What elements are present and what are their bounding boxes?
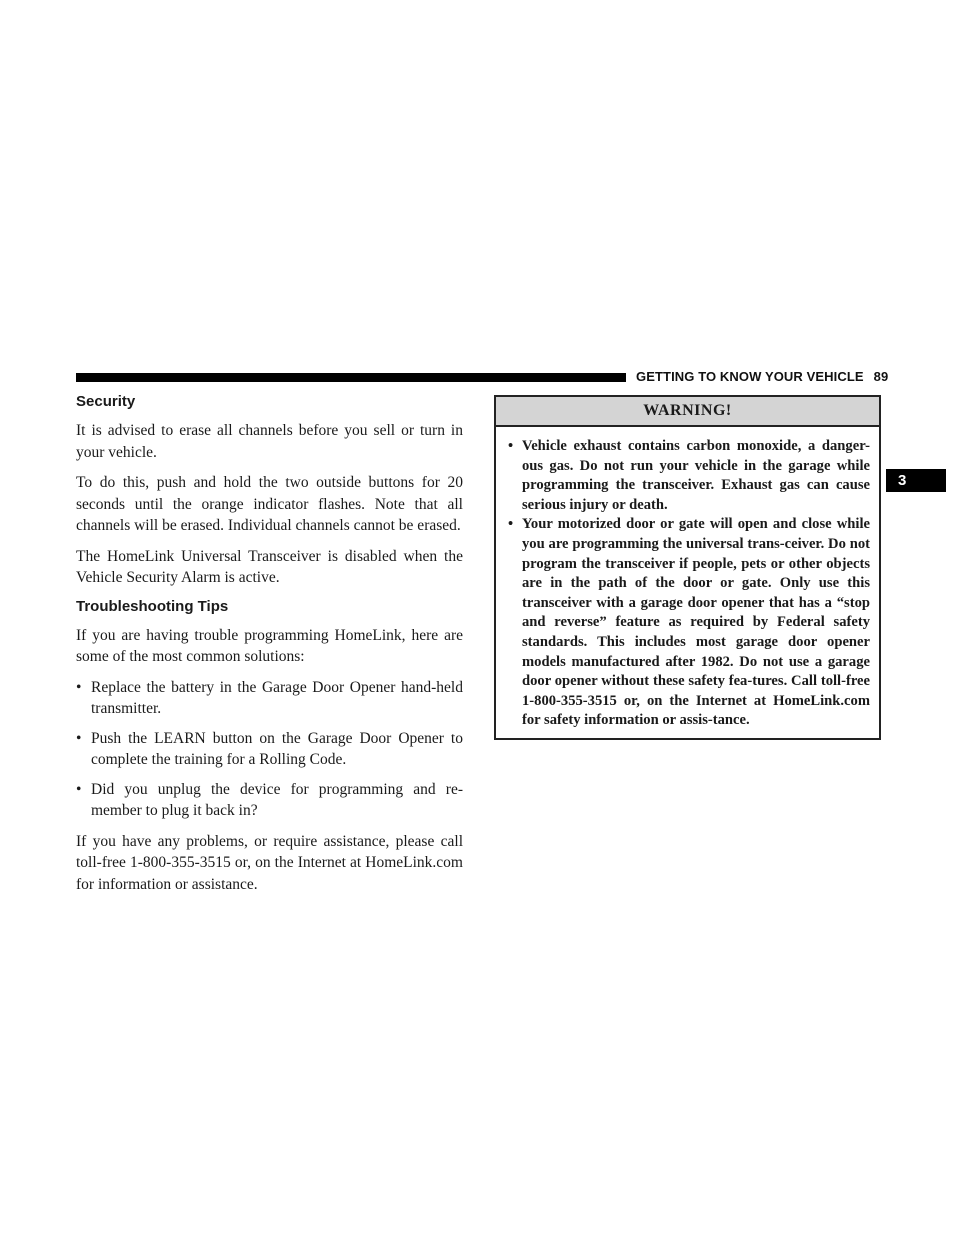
header-rule <box>76 373 626 382</box>
warning-box <box>494 395 881 740</box>
closing-paragraph: If you have any problems, or require assistance, please call toll-free 1-800-355-3515 or, on the Internet at HomeLink.com for information or assistance. <box>76 832 463 893</box>
list-item <box>76 677 463 720</box>
troubleshooting-intro: If you are having trouble programming HomeLink, here are some of the most common solutions: <box>76 626 463 665</box>
troubleshooting-heading: Troubleshooting Tips <box>76 597 229 615</box>
tips-list <box>76 677 463 822</box>
list-item <box>76 728 463 771</box>
tip-text: Replace the battery in the Garage Door Opener hand-held transmitter. <box>91 678 463 717</box>
security-paragraph-1: It is advised to erase all channels before you sell or turn in your vehicle. <box>76 422 463 461</box>
warning-text: Your motorized door or gate will open and close while you are programming the universal trans-ceiver. Do not program the transceiver if people, pets or other objects are in the path of the door or gate. Only use this transceiver with a garage door opener that has a “stop and reverse” feature as required by Federal safety standards. This includes most garage door opener models manufactured after 1982. Do not use a garage door opener without these safety fea-tures. Call toll-free 1-800-355-3515 or, on the Internet at HomeLink.com for safety information or assis-tance. <box>522 516 870 729</box>
warning-list <box>496 427 879 731</box>
security-paragraph-2: To do this, push and hold the two outside buttons for 20 seconds until the orange indicator flashes. Note that all channels will be erased. Individual channels cannot be erased. <box>76 474 463 534</box>
warning-item <box>508 437 870 515</box>
left-column <box>76 393 463 904</box>
bullet-icon: • <box>76 780 82 798</box>
list-item <box>76 779 463 822</box>
bullet-icon: • <box>508 438 514 454</box>
warning-title: WARNING! <box>496 397 879 427</box>
bullet-icon: • <box>76 678 82 696</box>
warning-text: Vehicle exhaust contains carbon monoxide, a danger-ous gas. Do not run your vehicle in the garage while programming the transceiver. Exhaust gas can cause serious injury or death. <box>522 438 870 513</box>
security-heading: Security <box>76 393 136 410</box>
warning-item <box>508 515 870 731</box>
chapter-tab: 3 <box>886 469 946 492</box>
running-header <box>636 369 888 384</box>
bullet-icon: • <box>76 729 82 747</box>
bullet-icon: • <box>508 516 514 533</box>
page-number: 89 <box>873 369 889 384</box>
tip-text: Did you unplug the device for programming and re-member to plug it back in? <box>91 780 463 819</box>
security-paragraph-3: The HomeLink Universal Transceiver is disabled when the Vehicle Security Alarm is active. <box>76 547 463 586</box>
tip-text: Push the LEARN button on the Garage Door Opener to complete the training for a Rolling Code. <box>91 729 463 768</box>
section-title: GETTING TO KNOW YOUR VEHICLE <box>636 369 864 384</box>
